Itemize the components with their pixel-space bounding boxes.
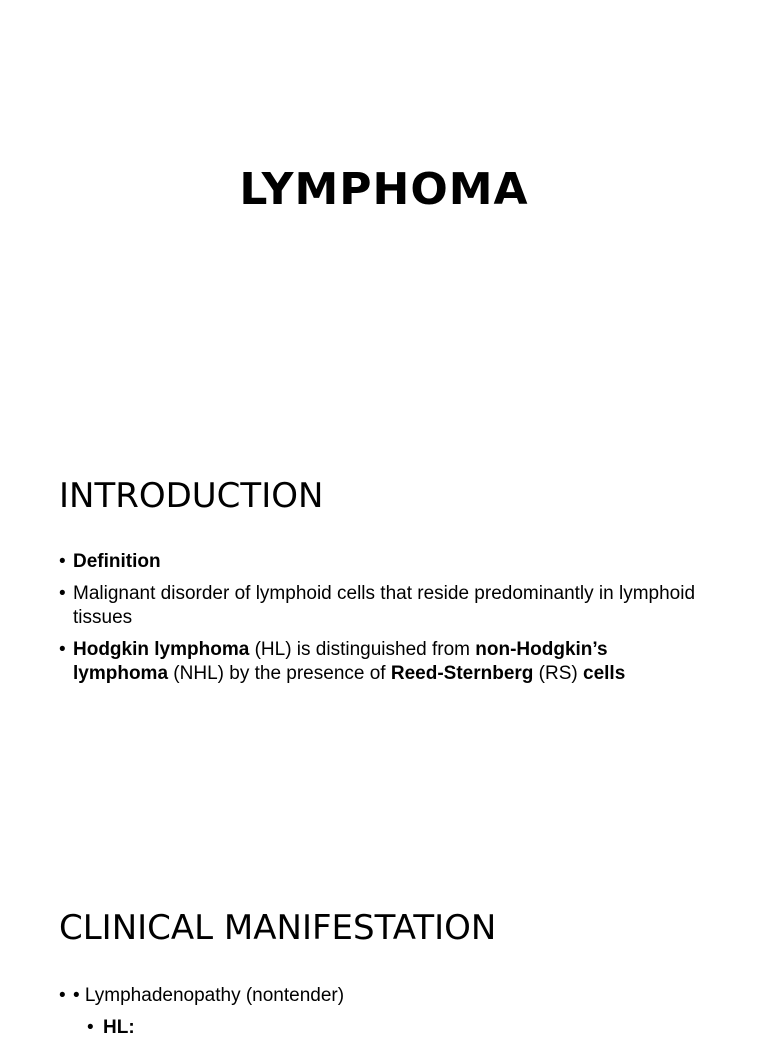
hodgkin-text-1: (HL) is distinguished from: [249, 639, 476, 660]
reed-sternberg-term: Reed-Sternberg: [390, 663, 534, 684]
hl-label: HL:: [103, 1017, 135, 1038]
malignant-disorder-text: Malignant disorder of lymphoid cells that reside predominantly in lymphoid tissues: [73, 583, 696, 628]
clinical-bullet-list: [59, 984, 699, 1048]
slide-clinical-manifestation: [0, 870, 768, 1038]
slide-introduction: [0, 420, 768, 870]
hodgkin-text-2: (NHL) by the presence of: [168, 663, 391, 684]
hodgkin-term: Hodgkin lymphoma: [73, 639, 250, 660]
bullet-hodgkin-distinction: [59, 638, 699, 686]
bullet-malignant-disorder: [59, 582, 699, 630]
introduction-bullet-list: [59, 550, 699, 694]
document-title: LYMPHOMA: [239, 164, 529, 215]
bullet-lymphadenopathy: [59, 984, 699, 1008]
bullet-definition: [59, 550, 699, 574]
bullet-dot-icon: •: [59, 583, 66, 604]
lymphadenopathy-text: • Lymphadenopathy (nontender): [73, 985, 345, 1006]
bullet-dot-icon: •: [59, 985, 66, 1006]
slide-title: [0, 0, 768, 420]
bullet-hl-sub: [59, 1016, 699, 1040]
bullet-dot-icon: •: [59, 551, 66, 572]
bullet-dot-icon: •: [59, 639, 66, 660]
bullet-dot-icon: •: [87, 1017, 94, 1038]
clinical-manifestation-heading: CLINICAL MANIFESTATION: [59, 908, 497, 948]
hodgkin-text-3: (RS): [533, 663, 583, 684]
definition-label: Definition: [73, 551, 161, 572]
non-hodgkin-term: non-Hodgkin’s lymphoma: [73, 639, 608, 684]
introduction-heading: INTRODUCTION: [59, 476, 324, 516]
cells-term: cells: [583, 663, 626, 684]
